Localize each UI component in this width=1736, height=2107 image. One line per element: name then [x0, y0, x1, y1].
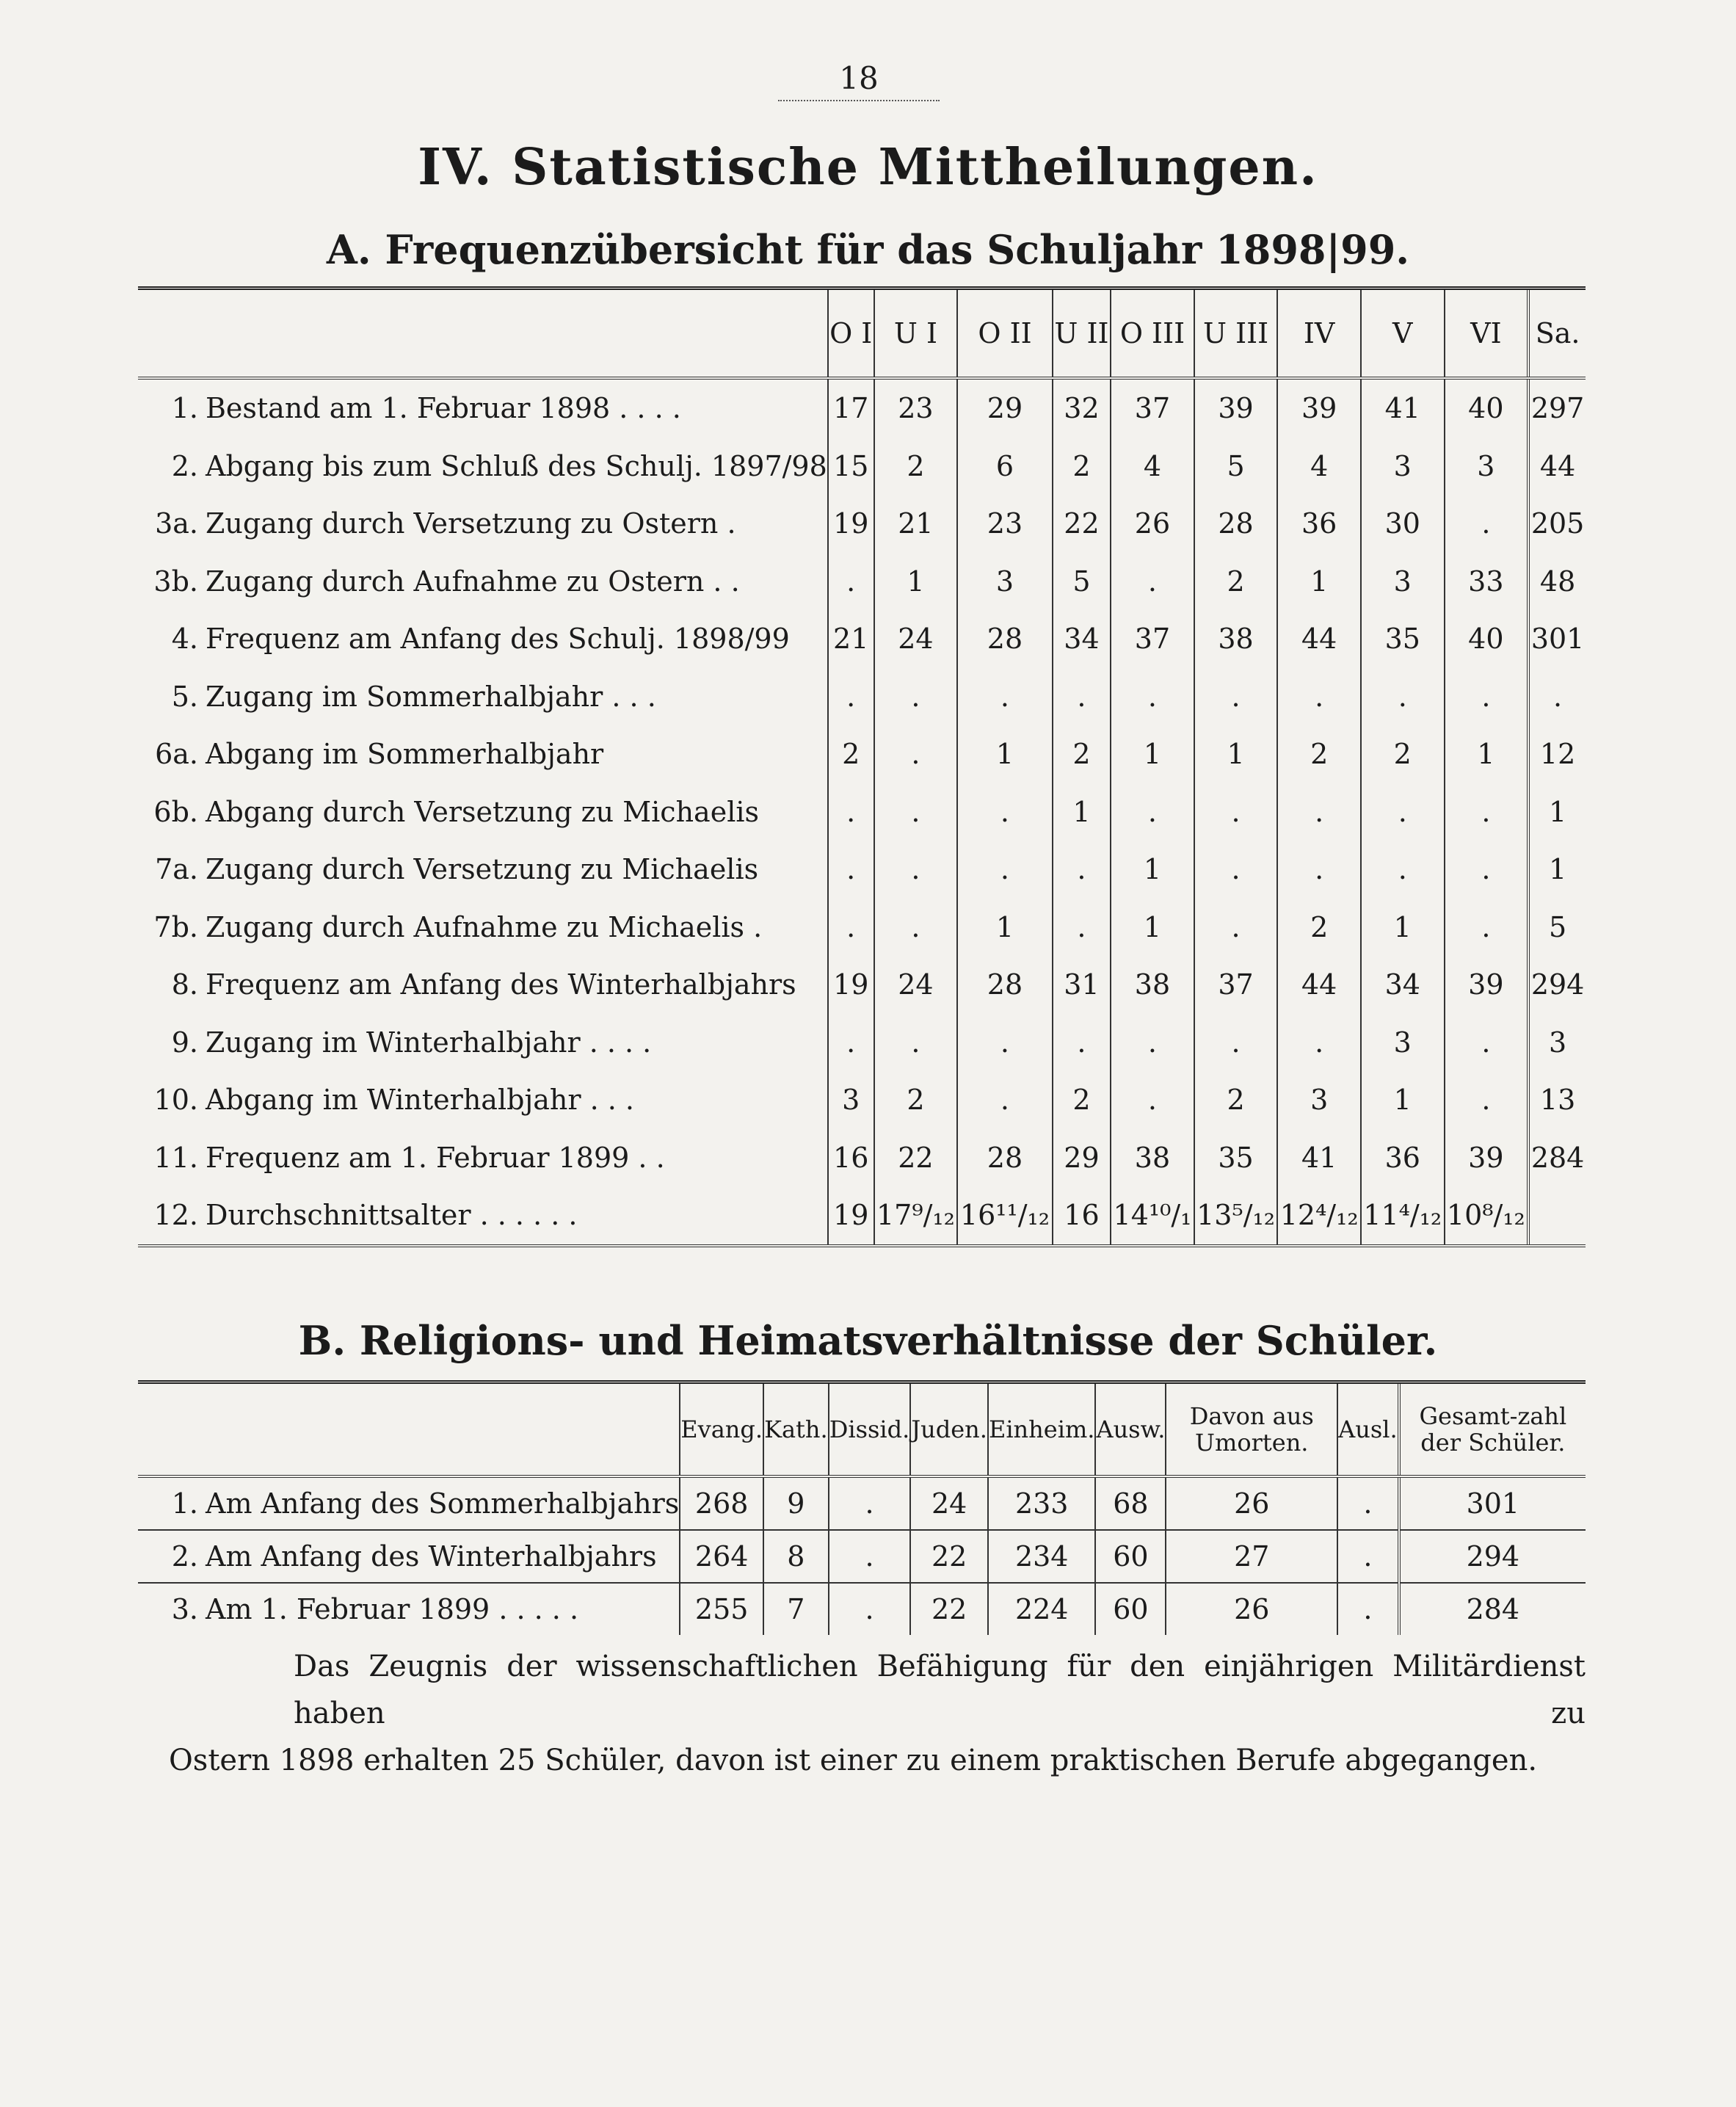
value-cell: 40	[1445, 378, 1529, 438]
row-number: 5.	[171, 680, 198, 713]
value-cell: .	[1445, 1014, 1529, 1072]
value-cell: 1	[1111, 841, 1194, 899]
table-row	[138, 610, 1586, 668]
value-cell: 37	[1194, 956, 1278, 1014]
value-cell: 9	[763, 1476, 829, 1530]
row-label: Abgang bis zum Schluß des Schulj. 1897/98	[206, 449, 827, 482]
value-cell: 5	[1194, 438, 1278, 496]
value-cell: 2	[1361, 725, 1445, 783]
footnote	[169, 1643, 1586, 1784]
value-cell: .	[828, 553, 874, 611]
value-cell: 7	[763, 1583, 829, 1635]
value-cell: 24	[874, 610, 958, 668]
row-label-cell	[138, 610, 828, 668]
sum-cell: 284	[1399, 1583, 1586, 1635]
sum-cell: .	[1528, 668, 1586, 726]
row-label-header	[138, 289, 828, 379]
table-row	[138, 841, 1586, 899]
column-header: U II	[1053, 289, 1111, 379]
column-header: Kath.	[763, 1382, 829, 1477]
value-cell: 1	[874, 553, 958, 611]
value-cell: .	[1194, 1014, 1278, 1072]
value-cell: .	[1111, 1071, 1194, 1129]
row-number: 1.	[171, 1487, 198, 1520]
value-cell: .	[828, 668, 874, 726]
row-label: Frequenz am 1. Februar 1899 . .	[206, 1141, 665, 1174]
value-cell: 22	[910, 1530, 988, 1583]
value-cell: 3	[1277, 1071, 1361, 1129]
value-cell: 28	[957, 610, 1052, 668]
row-label-cell	[138, 495, 828, 553]
value-cell: 23	[874, 378, 958, 438]
value-cell: 2	[874, 1071, 958, 1129]
column-header: O II	[957, 289, 1052, 379]
value-cell: 39	[1194, 378, 1278, 438]
row-label: Zugang durch Aufnahme zu Michaelis .	[206, 910, 763, 943]
row-label-cell	[138, 378, 828, 438]
value-cell: .	[828, 1014, 874, 1072]
value-cell: 38	[1194, 610, 1278, 668]
row-label-cell	[138, 668, 828, 726]
sum-cell: 3	[1528, 1014, 1586, 1072]
value-cell: .	[874, 899, 958, 957]
value-cell: .	[957, 783, 1052, 841]
value-cell: 3	[1361, 1014, 1445, 1072]
table-row	[138, 1014, 1586, 1072]
row-number: 4.	[171, 623, 198, 656]
value-cell: 29	[1053, 1129, 1111, 1187]
value-cell: 1	[1445, 725, 1529, 783]
value-cell: 37	[1111, 610, 1194, 668]
value-cell: .	[874, 1014, 958, 1072]
row-number: 2.	[171, 449, 198, 482]
row-label: Am 1. Februar 1899 . . . . .	[206, 1593, 579, 1625]
value-cell: .	[957, 1014, 1052, 1072]
value-cell: 41	[1361, 378, 1445, 438]
row-number: 9.	[171, 1026, 198, 1059]
row-label: Abgang im Sommerhalbjahr	[206, 738, 604, 771]
value-cell: .	[874, 668, 958, 726]
row-label-cell	[138, 438, 828, 496]
row-label: Frequenz am Anfang des Winterhalbjahrs	[206, 968, 796, 1001]
value-cell: .	[1445, 899, 1529, 957]
column-header: O I	[828, 289, 874, 379]
value-cell: 31	[1053, 956, 1111, 1014]
value-cell: 233	[988, 1476, 1096, 1530]
sum-cell: 301	[1528, 610, 1586, 668]
table-row	[138, 1186, 1586, 1246]
sum-cell: 1	[1528, 783, 1586, 841]
value-cell: .	[829, 1476, 911, 1530]
value-cell: 68	[1095, 1476, 1166, 1530]
table-row	[138, 1476, 1586, 1530]
value-cell: 2	[1277, 725, 1361, 783]
value-cell: 11⁴/₁₂	[1361, 1186, 1445, 1246]
value-cell: 8	[763, 1530, 829, 1583]
value-cell: 1	[1111, 725, 1194, 783]
row-number: 11.	[153, 1141, 198, 1174]
section-b-title: B. Religions- und Heimatsverhältnisse der Schüler.	[298, 1317, 1438, 1364]
value-cell: 36	[1361, 1129, 1445, 1187]
value-cell: 2	[1277, 899, 1361, 957]
value-cell: 1	[1361, 899, 1445, 957]
row-label-header	[138, 1382, 680, 1477]
row-label-cell	[138, 1583, 680, 1635]
row-number: 10.	[153, 1084, 198, 1117]
value-cell: .	[1194, 841, 1278, 899]
value-cell: 36	[1277, 495, 1361, 553]
row-label: Zugang durch Versetzung zu Ostern .	[206, 507, 736, 540]
row-label-cell	[138, 725, 828, 783]
sum-column-header: Gesamt-zahl der Schüler.	[1399, 1382, 1586, 1477]
value-cell: .	[1277, 1014, 1361, 1072]
row-label-cell	[138, 1476, 680, 1530]
table-row	[138, 1583, 1586, 1635]
value-cell: .	[828, 899, 874, 957]
section-a-title: A. Frequenzübersicht für das Schuljahr 1898|99.	[326, 226, 1410, 273]
value-cell: 19	[828, 495, 874, 553]
value-cell: 4	[1111, 438, 1194, 496]
value-cell: 39	[1445, 1129, 1529, 1187]
column-header: Ausl.	[1337, 1382, 1399, 1477]
value-cell: 2	[1053, 1071, 1111, 1129]
table-row	[138, 783, 1586, 841]
value-cell: .	[1111, 783, 1194, 841]
sum-cell: 13	[1528, 1071, 1586, 1129]
value-cell: 3	[957, 553, 1052, 611]
value-cell: 234	[988, 1530, 1096, 1583]
value-cell: 15	[828, 438, 874, 496]
table-row	[138, 1129, 1586, 1187]
sum-cell: 12	[1528, 725, 1586, 783]
value-cell: 3	[828, 1071, 874, 1129]
value-cell: 16	[1053, 1186, 1111, 1246]
value-cell: 16¹¹/₁₂	[957, 1186, 1052, 1246]
column-header: V	[1361, 289, 1445, 379]
value-cell: 21	[828, 610, 874, 668]
table-row	[138, 553, 1586, 611]
value-cell: 40	[1445, 610, 1529, 668]
value-cell: .	[1277, 783, 1361, 841]
value-cell: 1	[1053, 783, 1111, 841]
row-label-cell	[138, 783, 828, 841]
value-cell: .	[1361, 841, 1445, 899]
value-cell: 3	[1361, 438, 1445, 496]
sum-cell	[1528, 1186, 1586, 1246]
value-cell: 17	[828, 378, 874, 438]
value-cell: 27	[1166, 1530, 1337, 1583]
sum-cell: 44	[1528, 438, 1586, 496]
page-number: 18	[839, 60, 879, 96]
value-cell: 1	[1111, 899, 1194, 957]
value-cell: .	[1111, 1014, 1194, 1072]
value-cell: .	[1361, 783, 1445, 841]
page-number-ornament	[778, 100, 940, 106]
value-cell: 26	[1166, 1476, 1337, 1530]
value-cell: .	[829, 1583, 911, 1635]
religion-table	[138, 1380, 1586, 1635]
value-cell: .	[829, 1530, 911, 1583]
column-header: Davon aus Umorten.	[1166, 1382, 1337, 1477]
row-label-cell	[138, 1530, 680, 1583]
row-label: Zugang im Sommerhalbjahr . . .	[206, 680, 656, 713]
column-header: VI	[1445, 289, 1529, 379]
value-cell: .	[1337, 1530, 1399, 1583]
column-header: U I	[874, 289, 958, 379]
value-cell: .	[957, 668, 1052, 726]
row-number: 3a.	[155, 507, 198, 540]
row-label: Frequenz am Anfang des Schulj. 1898/99	[206, 623, 790, 656]
frequency-table-header	[138, 289, 1586, 379]
row-label-cell	[138, 1186, 828, 1246]
sum-cell: 301	[1399, 1476, 1586, 1530]
value-cell: .	[1111, 668, 1194, 726]
value-cell: 264	[680, 1530, 763, 1583]
value-cell: .	[1361, 668, 1445, 726]
table-row	[138, 1071, 1586, 1129]
value-cell: 35	[1361, 610, 1445, 668]
value-cell: 38	[1111, 956, 1194, 1014]
value-cell: 17⁹/₁₂	[874, 1186, 958, 1246]
value-cell: 28	[1194, 495, 1278, 553]
heading-main: IV. Statistische Mittheilungen.	[418, 138, 1318, 197]
value-cell: 60	[1095, 1583, 1166, 1635]
sum-cell: 294	[1528, 956, 1586, 1014]
table-row	[138, 899, 1586, 957]
row-label: Am Anfang des Sommerhalbjahrs	[206, 1487, 680, 1520]
value-cell: 38	[1111, 1129, 1194, 1187]
footnote-line-2: Ostern 1898 erhalten 25 Schüler, davon ist einer zu einem praktischen Berufe abgegangen.	[169, 1744, 1538, 1777]
value-cell: 4	[1277, 438, 1361, 496]
column-header: Ausw.	[1095, 1382, 1166, 1477]
value-cell: 41	[1277, 1129, 1361, 1187]
value-cell: .	[1194, 783, 1278, 841]
row-label-cell	[138, 956, 828, 1014]
sum-cell: 284	[1528, 1129, 1586, 1187]
value-cell: 35	[1194, 1129, 1278, 1187]
value-cell: 1	[1194, 725, 1278, 783]
row-number: 6b.	[153, 795, 198, 828]
row-label: Bestand am 1. Februar 1898 . . . .	[206, 392, 681, 425]
value-cell: 2	[1053, 725, 1111, 783]
value-cell: .	[1277, 841, 1361, 899]
value-cell: .	[1445, 783, 1529, 841]
value-cell: 1	[957, 725, 1052, 783]
value-cell: 39	[1445, 956, 1529, 1014]
value-cell: 2	[874, 438, 958, 496]
row-label: Am Anfang des Winterhalbjahrs	[206, 1540, 657, 1573]
value-cell: .	[1053, 899, 1111, 957]
row-number: 3b.	[153, 565, 198, 598]
column-header: Einheim.	[988, 1382, 1096, 1477]
sum-column-header: Sa.	[1528, 289, 1586, 379]
value-cell: 255	[680, 1583, 763, 1635]
column-header: U III	[1194, 289, 1278, 379]
value-cell: .	[1053, 1014, 1111, 1072]
value-cell: 37	[1111, 378, 1194, 438]
row-label: Zugang durch Aufnahme zu Ostern . .	[206, 565, 740, 598]
row-label: Zugang durch Versetzung zu Michaelis	[206, 853, 759, 886]
row-number: 7b.	[153, 910, 198, 943]
value-cell: 19	[828, 1186, 874, 1246]
value-cell: .	[1194, 668, 1278, 726]
value-cell: 30	[1361, 495, 1445, 553]
sum-cell: 48	[1528, 553, 1586, 611]
row-label: Zugang im Winterhalbjahr . . . .	[206, 1026, 652, 1059]
table-row	[138, 438, 1586, 496]
sum-cell: 1	[1528, 841, 1586, 899]
value-cell: .	[1445, 495, 1529, 553]
table-row	[138, 495, 1586, 553]
value-cell: 1	[1277, 553, 1361, 611]
row-label-cell	[138, 1071, 828, 1129]
row-number: 2.	[171, 1540, 198, 1573]
value-cell: 21	[874, 495, 958, 553]
value-cell: 28	[957, 1129, 1052, 1187]
value-cell: 22	[910, 1583, 988, 1635]
table-row	[138, 378, 1586, 438]
table-row	[138, 668, 1586, 726]
value-cell: .	[874, 725, 958, 783]
value-cell: 23	[957, 495, 1052, 553]
value-cell: .	[1111, 553, 1194, 611]
value-cell: 16	[828, 1129, 874, 1187]
row-label: Abgang durch Versetzung zu Michaelis	[206, 795, 760, 828]
value-cell: .	[828, 783, 874, 841]
sum-cell: 297	[1528, 378, 1586, 438]
column-header: Dissid.	[829, 1382, 911, 1477]
table-row	[138, 725, 1586, 783]
value-cell: 29	[957, 378, 1052, 438]
value-cell: 12⁴/₁₂	[1277, 1186, 1361, 1246]
value-cell: .	[957, 841, 1052, 899]
column-header: Evang.	[680, 1382, 763, 1477]
value-cell: .	[1194, 899, 1278, 957]
row-number: 1.	[171, 392, 198, 425]
row-number: 7a.	[155, 853, 198, 886]
value-cell: 2	[1194, 553, 1278, 611]
row-label-cell	[138, 1014, 828, 1072]
value-cell: 224	[988, 1583, 1096, 1635]
column-header: O III	[1111, 289, 1194, 379]
value-cell: 34	[1053, 610, 1111, 668]
footnote-line-1: Das Zeugnis der wissenschaftlichen Befähigung für den einjährigen Militärdienst haben zu	[294, 1650, 1586, 1730]
value-cell: 24	[874, 956, 958, 1014]
religion-table-header	[138, 1382, 1586, 1477]
value-cell: 13⁵/₁₂	[1194, 1186, 1278, 1246]
value-cell: 26	[1166, 1583, 1337, 1635]
value-cell: .	[1445, 1071, 1529, 1129]
value-cell: .	[1337, 1583, 1399, 1635]
value-cell: 28	[957, 956, 1052, 1014]
value-cell: .	[1445, 841, 1529, 899]
value-cell: 24	[910, 1476, 988, 1530]
value-cell: 60	[1095, 1530, 1166, 1583]
table-row	[138, 1530, 1586, 1583]
value-cell: .	[1053, 668, 1111, 726]
sum-cell: 205	[1528, 495, 1586, 553]
row-label: Durchschnittsalter . . . . . .	[206, 1199, 578, 1232]
value-cell: .	[1445, 668, 1529, 726]
value-cell: 34	[1361, 956, 1445, 1014]
value-cell: 19	[828, 956, 874, 1014]
value-cell: .	[957, 1071, 1052, 1129]
value-cell: .	[828, 841, 874, 899]
table-row	[138, 956, 1586, 1014]
value-cell: 44	[1277, 956, 1361, 1014]
row-number: 6a.	[155, 738, 198, 771]
value-cell: 26	[1111, 495, 1194, 553]
value-cell: 2	[828, 725, 874, 783]
value-cell: 5	[1053, 553, 1111, 611]
value-cell: 22	[1053, 495, 1111, 553]
value-cell: .	[1277, 668, 1361, 726]
value-cell: 32	[1053, 378, 1111, 438]
value-cell: 3	[1361, 553, 1445, 611]
value-cell: 33	[1445, 553, 1529, 611]
row-number: 3.	[171, 1593, 198, 1625]
value-cell: .	[874, 841, 958, 899]
value-cell: 2	[1053, 438, 1111, 496]
value-cell: 14¹⁰/₁	[1111, 1186, 1194, 1246]
value-cell: 3	[1445, 438, 1529, 496]
value-cell: 39	[1277, 378, 1361, 438]
row-label-cell	[138, 553, 828, 611]
column-header: Juden.	[910, 1382, 988, 1477]
value-cell: 22	[874, 1129, 958, 1187]
row-label-cell	[138, 1129, 828, 1187]
value-cell: .	[874, 783, 958, 841]
sum-cell: 5	[1528, 899, 1586, 957]
column-header: IV	[1277, 289, 1361, 379]
frequency-table	[138, 286, 1586, 1247]
value-cell: 6	[957, 438, 1052, 496]
row-label-cell	[138, 899, 828, 957]
value-cell: 1	[957, 899, 1052, 957]
value-cell: 10⁸/₁₂	[1445, 1186, 1529, 1246]
value-cell: 44	[1277, 610, 1361, 668]
value-cell: 1	[1361, 1071, 1445, 1129]
value-cell: 2	[1194, 1071, 1278, 1129]
row-number: 12.	[153, 1199, 198, 1232]
row-number: 8.	[171, 968, 198, 1001]
value-cell: .	[1053, 841, 1111, 899]
value-cell: 268	[680, 1476, 763, 1530]
sum-cell: 294	[1399, 1530, 1586, 1583]
row-label-cell	[138, 841, 828, 899]
value-cell: .	[1337, 1476, 1399, 1530]
row-label: Abgang im Winterhalbjahr . . .	[206, 1084, 634, 1117]
